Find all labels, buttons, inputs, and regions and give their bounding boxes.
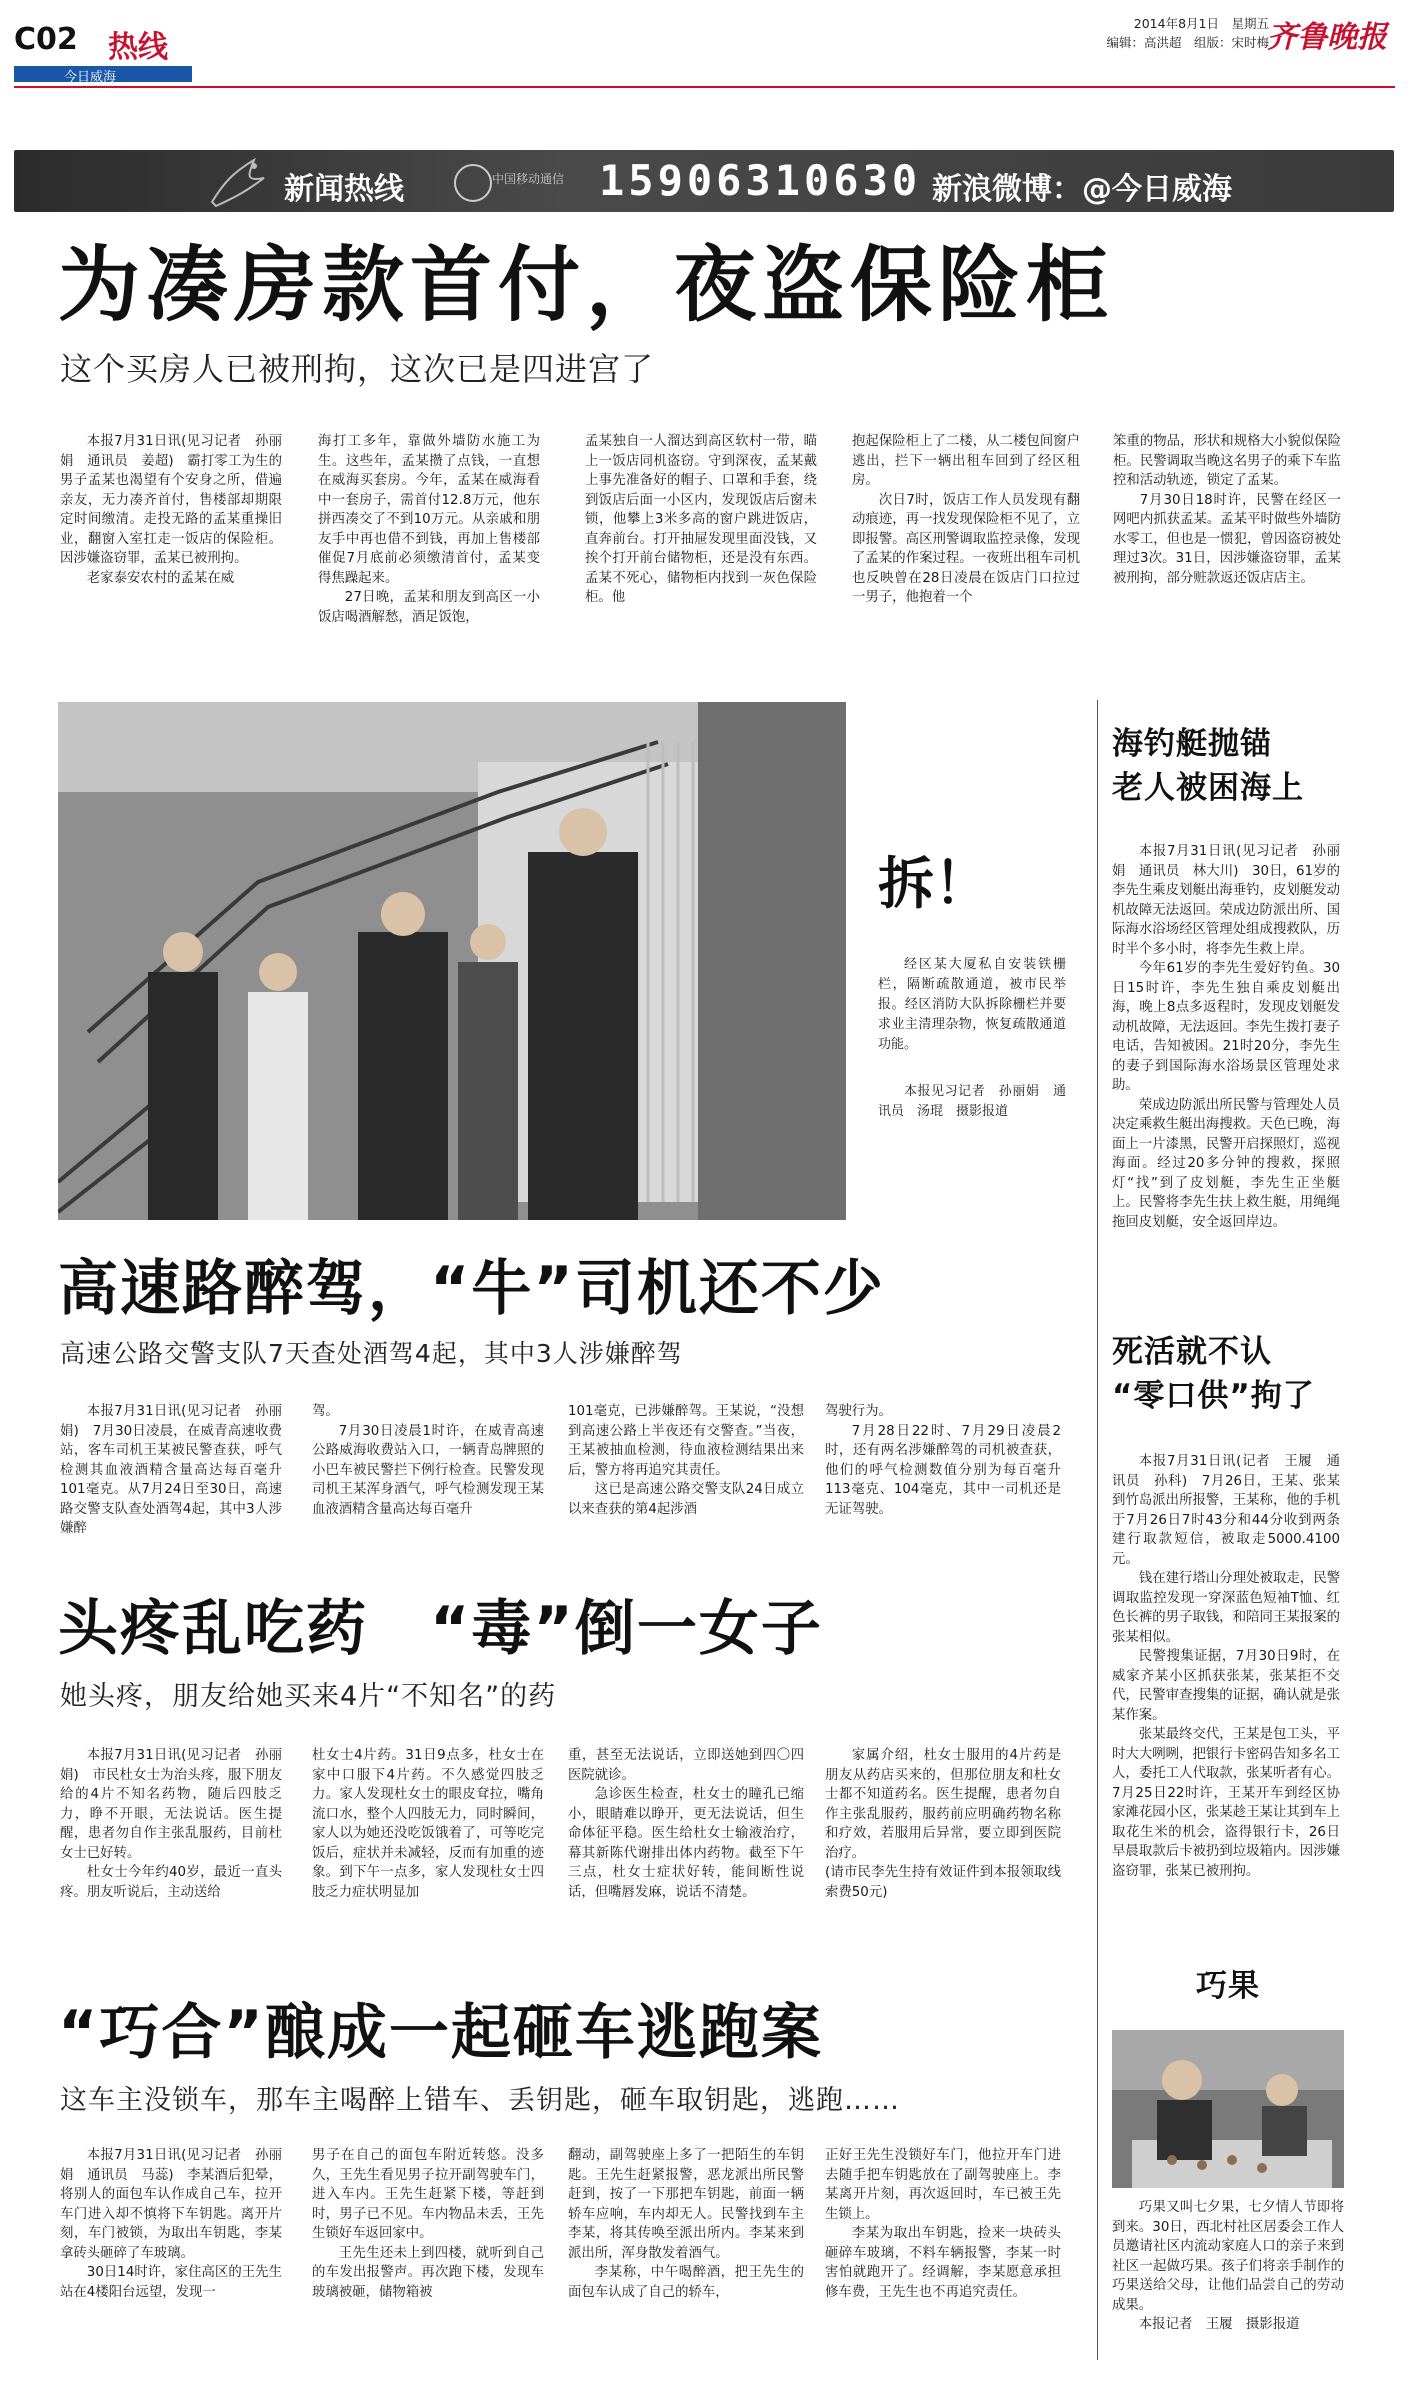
paragraph: 李某称，中午喝醉酒，把王先生的面包车认成了自己的轿车， [568, 2265, 804, 2300]
edition-bar [14, 66, 192, 85]
hotline-phone: 15906310630 [599, 156, 922, 205]
side2-body [1112, 1452, 1340, 1881]
article1-col4 [852, 432, 1080, 608]
paragraph: 民警搜集证据，7月30日9时，在威家齐某小区抓获张某，张某拒不交代，民警审查搜集的证据，确认就是张某作案。 [1112, 1649, 1340, 1723]
paragraph: 李某为取出车钥匙，捡来一块砖头砸碎车玻璃，不料车辆报警，李某一时害怕就跑开了。经调解，李某愿意承担修车费，王先生也不再追究责任。 [825, 2226, 1061, 2300]
side1-headline [1112, 722, 1304, 810]
side3-headline: 巧果 [1196, 1968, 1260, 2004]
article4-subhead: 这车主没锁车，那车主喝醉上错车、丢钥匙，砸车取钥匙，逃跑…… [60, 2085, 900, 2116]
article1-col5 [1113, 432, 1341, 588]
paragraph: 7月30日凌晨1时许，在威青高速公路威海收费站入口，一辆青岛牌照的小巴车被民警拦下例行检查。民警发现司机王某浑身酒气，呼气检测发现王某血液酒精含量高达每百毫升 [312, 1423, 544, 1517]
paragraph: 驾驶行为。 [825, 1404, 892, 1419]
qiaoguo-scene [1112, 2030, 1344, 2188]
paragraph: (请市民李先生持有效证件到本报领取线索费50元) [825, 1865, 1061, 1900]
page-code: C02 [14, 22, 78, 57]
paragraph: 家属介绍，杜女士服用的4片药是朋友从药店买来的，但那位朋友和杜女士都不知道药名。医生提醒，患者勿自作主张乱服药，服药前应明确药物名称和疗效，若服用后异常，要立即到医院治疗。 [825, 1748, 1061, 1861]
credit-text: 本报见习记者 孙丽娟 通讯员 汤琨 摄影报道 [878, 1084, 1066, 1119]
article3-col1 [60, 1746, 282, 1902]
photo-story-caption [878, 955, 1066, 1055]
paragraph: 今年61岁的李先生爱好钓鱼。30日15时许，李先生独自乘皮划艇出海，晚上8点多返程时，发现皮划艇发动机故障，无法返回。李先生拨打妻子电话，告知被困。21时20分，李先生的妻子到国际海水浴场景区管理处求助。 [1112, 961, 1340, 1093]
hotline-label: 新闻热线 [284, 172, 404, 207]
side3-caption [1112, 2198, 1344, 2335]
photo-scene [58, 702, 846, 1220]
paragraph: 王先生还未上到四楼，就听到自己的车发出报警声。再次跑下楼，发现车玻璃被砸，储物箱被 [312, 2245, 544, 2300]
caption-text: 经区某大厦私自安装铁栅栏，隔断疏散通道，被市民举报。经区消防大队拆除栅栏并要求业主清理杂物，恢复疏散通道功能。 [878, 957, 1066, 1052]
qiaoguo-photo [1112, 2030, 1344, 2188]
credit-text: 本报记者 王履 摄影报道 [1138, 2317, 1300, 2332]
article1-col1 [60, 432, 282, 588]
paragraph: 本报7月31日讯(见习记者 孙丽娟 通讯员 姜超) 霸打零工为生的男子孟某也渴望有个安身之所，借遍亲友，无力凑齐首付，售楼部却期限定时间缴清。走投无路的孟某重操旧业，翻窗入室扛走一饭店的保险柜。因涉嫌盗窃罪，孟某已被刑拘。 [60, 434, 282, 566]
paragraph: 本报7月31日讯(记者 王履 通讯员 孙科) 7月26日，王某、张某到竹岛派出所报警，王某称，他的手机于7月26日7时43分和44分收到两条建行取款短信，被取走5000.4100元。 [1112, 1454, 1340, 1567]
article3-headline: 头疼乱吃药 “毒”倒一女子 [58, 1594, 823, 1664]
paragraph: 急诊医生检查，杜女士的瞳孔已缩小，眼睛难以睁开，更无法说话，但生命体征平稳。医生给杜女士输液治疗，幕其新陈代谢排出体内药物。截至下午三点，杜女士症状好转，能间断性说话，但嘴唇发麻，说话不清楚。 [568, 1787, 804, 1900]
issue-meta [1106, 14, 1269, 52]
carrier-logo-text: 中国移动通信 [492, 172, 565, 186]
section-name: 热线 [108, 30, 168, 65]
paragraph: 本报7月31日讯(见习记者 孙丽娟) 市民杜女士为治头疼，服下朋友给的4片不知名药物，随后四肢乏力，睁不开眼，无法说话。医生提醒，患者勿自作主张乱服药，目前杜女士已好转。 [60, 1748, 282, 1861]
header-rule [14, 86, 1395, 88]
side2-headline-line1: 死活就不认 [1112, 1334, 1272, 1370]
railing-removal-photo [58, 702, 846, 1220]
paragraph: 孟某独自一人溜达到高区软村一带，瞄上一饭店同机盗窃。守到深夜，孟某戴上事先准备好的帽子、口罩和手套，绕到饭店后面一小区内，发现饭店后窗未锁，他攀上3米多高的窗户跳进饭店，直奔前台。打开抽屉发现里面没钱，又挨个打开前台储物柜，还是没有东西。孟某不死心，储物柜内找到一灰色保险柜。他 [585, 434, 817, 605]
paragraph: 本报7月31日讯(见习记者 孙丽娟 通讯员 林大川) 30日，61岁的李先生乘皮划艇出海垂钓，皮划艇发动机故障无法返回。荣成边防派出所、国际海水浴场经区管理处组成搜救队，历时半个多小时，将李先生救上岸。 [1112, 844, 1340, 957]
paragraph: 次日7时，饭店工作人员发现有翻动痕迹，再一找发现保险柜不见了，立即报警。高区刑警调取监控录像，发现了孟某的作案过程。一夜班出租车司机也反映曾在28日凌晨在饭店门口拉过一男子，他抱着一个 [852, 492, 1080, 605]
paragraph: 笨重的物品，形状和规格大小貌似保险柜。民警调取当晚这名男子的乘下车监控和活动轨迹，锁定了孟某。 [1113, 434, 1341, 488]
paragraph: 这已是高速公路交警支队24日成立以来查获的第4起涉酒 [568, 1482, 804, 1517]
article1-col3 [585, 432, 817, 608]
article2-col3 [568, 1402, 804, 1519]
article3-col3 [568, 1746, 804, 1902]
article2-headline: 高速路醉驾，“牛”司机还不少 [58, 1254, 885, 1324]
editor-line: 编辑：高洪超 组版：宋时梅 [1106, 35, 1269, 50]
paragraph: 本报7月31日讯(见习记者 孙丽娟) 7月30日凌晨，在威青高速收费站，客车司机王某被民警查获，呼气检测其血液酒精含量高达每百毫升101毫克。从7月24日至30日，高速路交警支队查处酒驾4起，其中3人涉嫌醉 [60, 1404, 282, 1536]
photo-story-title: 拆！ [878, 852, 990, 917]
paragraph: 抱起保险柜上了二楼，从二楼包间窗户逃出，拦下一辆出租车回到了经区租房。 [852, 434, 1080, 488]
article1-col2 [318, 432, 540, 627]
paper-logo: 齐鲁晚报 [1267, 20, 1387, 55]
carrier-logo-icon [454, 164, 492, 202]
paragraph: 正好王先生没锁好车门，他拉开车门进去随手把车钥匙放在了副驾驶座上。李某离开片刻，再次返回时，车已被王先生锁上。 [825, 2148, 1061, 2222]
paragraph: 杜女士今年约40岁，最近一直头疼。朋友听说后，主动送给 [60, 1865, 282, 1900]
paragraph: 30日14时许，家住高区的王先生站在4楼阳台远望，发现一 [60, 2265, 282, 2300]
article4-headline: “巧合”酿成一起砸车逃跑案 [58, 1998, 823, 2068]
paragraph: 杜女士4片药。31日9点多，杜女士在家中口服下4片药。不久感觉四肢乏力。家人发现杜女士的眼皮耷拉，嘴角流口水，整个人四肢无力，同时瞬间，家人以为她还没吃饭饿着了，可等吃完饭后，症状并未减轻，反而有加重的迹象。到下午一点多，家人发现杜女士四肢乏力症状明显加 [312, 1748, 544, 1900]
bird-logo-icon [204, 152, 274, 210]
photo-story-credit [878, 1082, 1066, 1122]
edition-label: 今日威海 [64, 70, 117, 85]
paragraph: 老家泰安农村的孟某在威 [86, 570, 235, 586]
paragraph: 重，甚至无法说话，立即送她到四〇四医院就诊。 [568, 1748, 804, 1783]
paragraph: 驾。 [312, 1404, 339, 1419]
article3-col2 [312, 1746, 544, 1902]
paragraph: 海打工多年，靠做外墙防水施工为生。这些年，孟某攒了点钱，一直想在威海买套房。今年，孟某在威海看中一套房子，需首付12.8万元，他东拼西凑交了不到10万元。从亲戚和朋友手中再也借不到钱，再加上售楼部催促7月底前必须缴清首付，孟某变得焦躁起来。 [318, 434, 540, 586]
paragraph: 男子在自己的面包车附近转悠。没多久，王先生看见男子拉开副驾驶车门，进入车内。王先生赶紧下楼，等赶到时，男子已不见。车内物品未丢，王先生锁好车返回家中。 [312, 2148, 544, 2241]
article1-headline: 为凑房款首付，夜盗保险柜 [58, 238, 1115, 333]
weibo-handle: 新浪微博：@今日威海 [932, 172, 1232, 207]
paragraph: 27日晚，孟某和朋友到高区一小饭店喝酒解愁，酒足饭饱， [318, 590, 540, 625]
article2-subhead: 高速公路交警支队7天查处酒驾4起，其中3人涉嫌醉驾 [60, 1339, 683, 1368]
paragraph: 本报7月31日讯(见习记者 孙丽娟 通讯员 马蕊) 李某酒后犯晕，将别人的面包车认作成自己车，拉开车门进入却不慎将下车钥匙。离开片刻，车门被锁，为取出车钥匙，李某拿砖头砸碎了车玻璃。 [60, 2148, 282, 2261]
side1-body [1112, 842, 1340, 1232]
paragraph: 翻动，副驾驶座上多了一把陌生的车钥匙。王先生赶紧报警，恶龙派出所民警赶到，按了一下那把车钥匙，前面一辆轿车应响，车内却无人。民警找到车主李某，将其传唤至派出所内。李某来到派出所，浑身散发着酒气。 [568, 2148, 804, 2261]
article2-col2 [312, 1402, 544, 1519]
paragraph: 张某最终交代，王某是包工头，平时大大咧咧，把银行卡密码告知多名工人，委托工人代取款，张某听者有心。7月25日22时许，王某开车到经区协家滩花园小区，张某趁王某让其到车上取花生米的机会，盗得银行卡，26日早晨取款后卡被扔到垃圾箱内。因涉嫌盗窃罪，张某已被刑拘。 [1112, 1727, 1340, 1879]
article4-col4 [825, 2146, 1061, 2302]
sidebar-divider [1097, 700, 1098, 2360]
issue-date: 2014年8月1日 星期五 [1133, 16, 1269, 31]
article3-col4 [825, 1746, 1061, 1902]
side2-headline [1112, 1330, 1315, 1418]
article4-col3 [568, 2146, 804, 2302]
paragraph: 101毫克，已涉嫌醉驾。王某说，“没想到高速公路上半夜还有交警查。”当夜，王某被抽血检测，待血液检测结果出来后，警方将再追究其责任。 [568, 1404, 804, 1478]
article4-col1 [60, 2146, 282, 2302]
article1-subhead: 这个买房人已被刑拘，这次已是四进宫了 [60, 350, 655, 388]
article2-col1 [60, 1402, 282, 1539]
side1-headline-line1: 海钓艇抛锚 [1112, 726, 1272, 762]
article4-col2 [312, 2146, 544, 2302]
article3-subhead: 她头疼，朋友给她买来4片“不知名”的药 [60, 1681, 557, 1712]
paragraph: 7月30日18时许，民警在经区一网吧内抓获孟某。孟某平时做些外墙防水零工，但也是一惯犯，曾因盗窃被处理过3次。31日，因涉嫌盗窃罪，孟某被刑拘，部分赃款返还饭店店主。 [1113, 492, 1341, 586]
side1-headline-line2: 老人被困海上 [1112, 770, 1304, 806]
caption-text: 巧果又叫七夕果，七夕情人节即将到来。30日，西北村社区居委会工作人员邀请社区内流动家庭人口的亲子来到社区一起做巧果。孩子们将亲手制作的巧果送给父母，让他们品尝自己的劳动成果。 [1112, 2200, 1344, 2313]
paragraph: 7月28日22时、7月29日凌晨2时，还有两名涉嫌醉驾的司机被查获，他们的呼气检测数值分别为每百毫升113毫克、104毫克，其中一司机还是无证驾驶。 [825, 1423, 1061, 1517]
side2-headline-line2: “零口供”拘了 [1112, 1378, 1315, 1414]
hotline-banner [14, 150, 1394, 212]
paragraph: 荣成边防派出所民警与管理处人员决定乘救生艇出海搜救。天色已晚，海面上一片漆黑，民警开启探照灯，巡视海面。经过20多分钟的搜救，探照灯“找”到了皮划艇，李先生正坐艇上。民警将李先生扶上救生艇，用绳绳拖回皮划艇，安全返回岸边。 [1112, 1097, 1340, 1230]
article2-col4 [825, 1402, 1061, 1519]
paragraph: 钱在建行塔山分理处被取走，民警调取监控发现一穿深蓝色短袖T恤、红色长裤的男子取钱，和陪同王某报案的张某相似。 [1112, 1571, 1340, 1645]
